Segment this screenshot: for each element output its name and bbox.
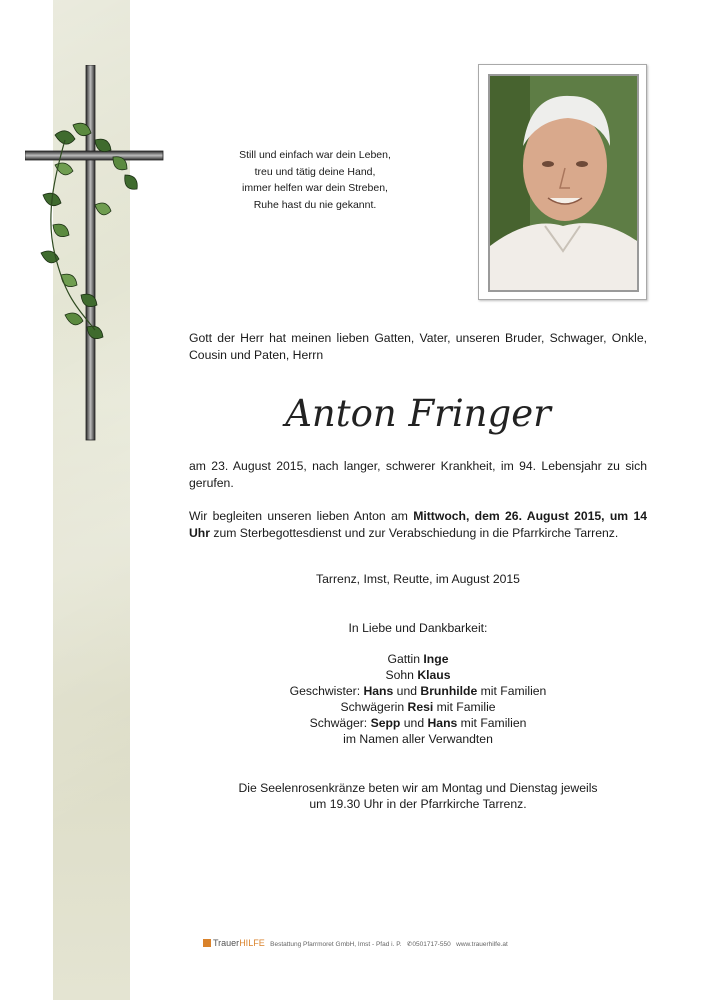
deceased-name: Anton Fringer xyxy=(285,392,551,435)
poem-line: Still und einfach war dein Leben, xyxy=(239,149,391,161)
poem xyxy=(220,147,410,213)
poem-line: treu und tätig deine Hand, xyxy=(254,165,376,178)
mourner-label: Schwägerin xyxy=(340,700,408,714)
funeral-text: zum Sterbegottesdienst und zur Verabschiedung in die Pfarrkirche Tarrenz. xyxy=(210,526,619,540)
mourner-line xyxy=(189,683,647,700)
mourner-name: Sepp xyxy=(370,716,401,730)
funeral-info xyxy=(189,508,647,542)
mourner-name: Resi xyxy=(407,700,434,714)
trauerhilfe-logo xyxy=(203,938,265,948)
death-notice: am 23. August 2015, nach langer, schwerer Krankheit, im 94. Lebensjahr zu sich gerufen. xyxy=(189,459,647,490)
gratitude-line: In Liebe und Dankbarkeit: xyxy=(348,621,488,635)
funeral-date: Mittwoch, dem 26. August 2015, um 14 Uhr xyxy=(189,509,647,540)
mourner-text: mit Familien xyxy=(457,716,527,730)
mourner-line xyxy=(189,651,647,668)
portrait-photo xyxy=(488,74,639,292)
poem-line: immer helfen war dein Streben, xyxy=(242,182,388,194)
cross-with-ivy-icon xyxy=(25,65,165,450)
mourner-line xyxy=(189,667,647,684)
mourner-label: Sohn xyxy=(385,668,418,682)
mourner-name: Brunhilde xyxy=(420,684,478,698)
mourner-name: Hans xyxy=(363,684,394,698)
mourner-text: und xyxy=(400,716,428,730)
mourner-line xyxy=(189,699,647,716)
mourner-label: Geschwister: xyxy=(289,684,364,698)
mourner-name: Inge xyxy=(423,652,449,666)
mourner-line: im Namen aller Verwandten xyxy=(343,732,493,746)
mourner-name: Hans xyxy=(427,716,458,730)
elderly-man-portrait-icon xyxy=(490,76,637,290)
rosary-line: Die Seelenrosenkränze beten wir am Montag und Dienstag jeweils xyxy=(238,781,598,795)
rosary-line: um 19.30 Uhr in der Pfarrkirche Tarrenz. xyxy=(309,797,527,811)
funeral-text: Wir begleiten unseren lieben Anton am xyxy=(189,509,414,523)
mourner-text: mit Familien xyxy=(477,684,547,698)
logo-text-accent: HILFE xyxy=(239,938,265,948)
logo-text: Trauer xyxy=(213,938,240,948)
mourner-label: Schwäger: xyxy=(309,716,371,730)
footer xyxy=(203,938,508,948)
logo-mark-icon xyxy=(203,939,211,947)
intro-text: Gott der Herr hat meinen lieben Gatten, Vater, unseren Bruder, Schwager, Onkle, Cousin und Paten, Herrn xyxy=(189,331,647,362)
portrait-frame xyxy=(478,64,647,300)
footer-company: Bestattung Pfarrmoret GmbH, Imst - Pfad i. P. xyxy=(270,941,402,948)
mourner-line xyxy=(189,715,647,732)
mourner-name: Klaus xyxy=(417,668,451,682)
footer-phone: 0501717-550 xyxy=(412,941,451,948)
mourner-label: Gattin xyxy=(387,652,424,666)
place-date: Tarrenz, Imst, Reutte, im August 2015 xyxy=(316,572,520,586)
phone-icon: ✆ xyxy=(406,941,413,948)
footer-web[interactable]: www.trauerhilfe.at xyxy=(456,941,508,948)
poem-line: Ruhe hast du nie gekannt. xyxy=(253,198,377,211)
mourner-text: und xyxy=(393,684,421,698)
mourner-text: mit Familie xyxy=(433,700,496,714)
